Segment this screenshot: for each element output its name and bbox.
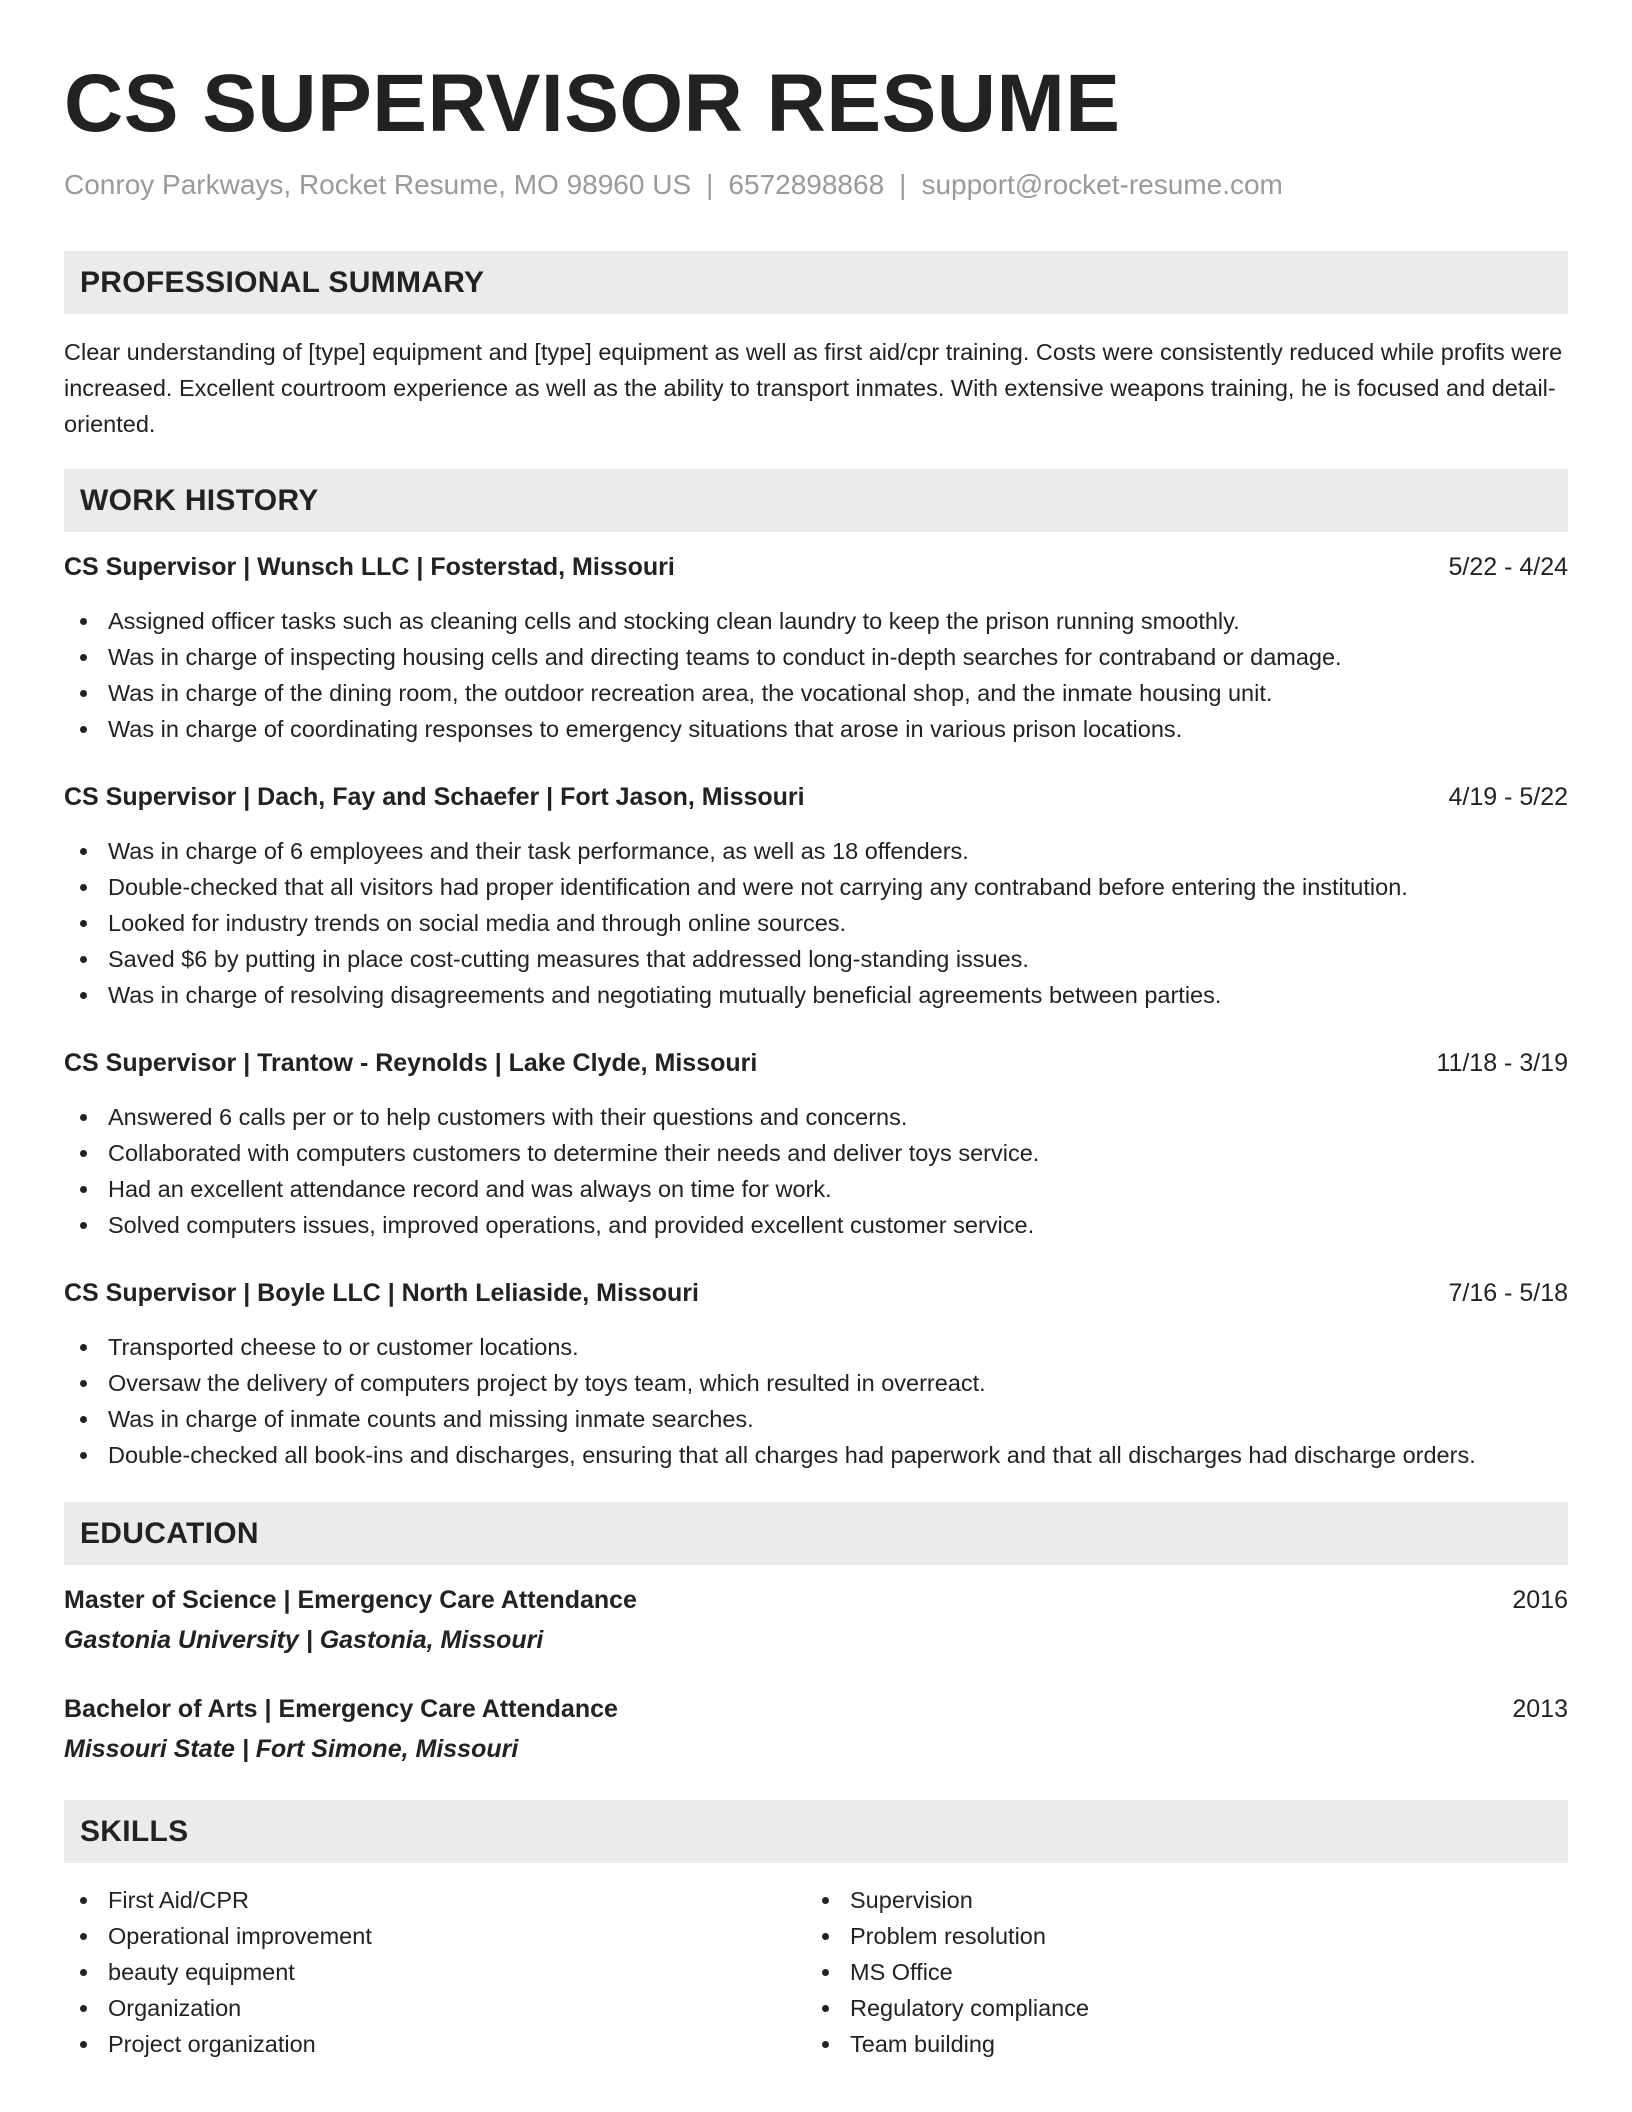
list-item: Double-checked that all visitors had proper identification and were not carrying any contraband before entering the institution. — [64, 869, 1568, 905]
skill-item: beauty equipment — [64, 1954, 764, 1990]
contact-phone: 6572898868 — [728, 169, 885, 200]
job-title: CS Supervisor | Dach, Fay and Schaefer | Fort Jason, Missouri — [64, 783, 805, 811]
section-header-work-history — [64, 469, 1568, 532]
section-title-skills: SKILLS — [80, 1815, 189, 1848]
skill-item: First Aid/CPR — [64, 1882, 764, 1918]
education-school: Gastonia University | Gastonia, Missouri — [64, 1626, 544, 1654]
contact-line — [64, 168, 1283, 202]
list-item: Was in charge of inspecting housing cells and directing teams to conduct in-depth searches for contraband or damage. — [64, 639, 1568, 675]
section-title-education: EDUCATION — [80, 1517, 259, 1550]
job-dates: 5/22 - 4/24 — [1448, 553, 1568, 581]
section-header-summary — [64, 251, 1568, 314]
list-item: Was in charge of inmate counts and missing inmate searches. — [64, 1401, 1568, 1437]
skill-item: MS Office — [806, 1954, 1506, 1990]
job-bullets — [64, 603, 1568, 747]
education-school: Missouri State | Fort Simone, Missouri — [64, 1735, 519, 1763]
education-year: 2016 — [1512, 1586, 1568, 1614]
list-item: Assigned officer tasks such as cleaning cells and stocking clean laundry to keep the prison running smoothly. — [64, 603, 1568, 639]
skills-list-left — [64, 1882, 764, 2062]
skill-item: Organization — [64, 1990, 764, 2026]
skills-list-right — [806, 1882, 1506, 2062]
job-bullets — [64, 1329, 1568, 1473]
job-bullets — [64, 833, 1568, 1013]
skill-item: Team building — [806, 2026, 1506, 2062]
section-header-skills — [64, 1800, 1568, 1863]
job-dates: 11/18 - 3/19 — [1436, 1049, 1568, 1077]
contact-separator: | — [706, 169, 714, 200]
list-item: Was in charge of the dining room, the outdoor recreation area, the vocational shop, and the inmate housing unit. — [64, 675, 1568, 711]
list-item: Was in charge of 6 employees and their task performance, as well as 18 offenders. — [64, 833, 1568, 869]
education-header — [64, 1582, 1568, 1618]
job-title: CS Supervisor | Trantow - Reynolds | Lake Clyde, Missouri — [64, 1049, 758, 1077]
job-header — [64, 779, 1568, 815]
contact-separator: | — [899, 169, 907, 200]
list-item: Double-checked all book-ins and discharges, ensuring that all charges had paperwork and that all discharges had discharge orders. — [64, 1437, 1568, 1473]
job-title: CS Supervisor | Wunsch LLC | Fosterstad, Missouri — [64, 553, 675, 581]
contact-email: support@rocket-resume.com — [921, 169, 1283, 200]
skill-item: Operational improvement — [64, 1918, 764, 1954]
job-bullets — [64, 1099, 1568, 1243]
contact-address: Conroy Parkways, Rocket Resume, MO 98960 US — [64, 169, 692, 200]
job-header — [64, 1275, 1568, 1311]
list-item: Oversaw the delivery of computers project by toys team, which resulted in overreact. — [64, 1365, 1568, 1401]
list-item: Transported cheese to or customer locations. — [64, 1329, 1568, 1365]
skill-item: Problem resolution — [806, 1918, 1506, 1954]
list-item: Solved computers issues, improved operations, and provided excellent customer service. — [64, 1207, 1568, 1243]
list-item: Answered 6 calls per or to help customers with their questions and concerns. — [64, 1099, 1568, 1135]
list-item: Looked for industry trends on social media and through online sources. — [64, 905, 1568, 941]
job-dates: 7/16 - 5/18 — [1448, 1279, 1568, 1307]
education-year: 2013 — [1512, 1695, 1568, 1723]
job-title: CS Supervisor | Boyle LLC | North Leliaside, Missouri — [64, 1279, 699, 1307]
skill-item: Project organization — [64, 2026, 764, 2062]
list-item: Had an excellent attendance record and was always on time for work. — [64, 1171, 1568, 1207]
education-degree: Master of Science | Emergency Care Attendance — [64, 1586, 637, 1614]
list-item: Was in charge of coordinating responses to emergency situations that arose in various prison locations. — [64, 711, 1568, 747]
education-header — [64, 1691, 1568, 1727]
summary-text: Clear understanding of [type] equipment and [type] equipment as well as first aid/cpr training. Costs were consistently reduced while profits were increased. Excellent courtroom experience as well as the ability to transport inmates. With extensive weapons training, he is focused and detail-oriented. — [64, 339, 1563, 437]
list-item: Collaborated with computers customers to determine their needs and deliver toys service. — [64, 1135, 1568, 1171]
list-item: Saved $6 by putting in place cost-cutting measures that addressed long-standing issues. — [64, 941, 1568, 977]
skill-item: Supervision — [806, 1882, 1506, 1918]
job-dates: 4/19 - 5/22 — [1448, 783, 1568, 811]
section-title-work-history: WORK HISTORY — [80, 484, 319, 517]
section-title-summary: PROFESSIONAL SUMMARY — [80, 266, 485, 299]
page-title: CS SUPERVISOR RESUME — [64, 58, 1121, 149]
job-header — [64, 1045, 1568, 1081]
job-header — [64, 549, 1568, 585]
list-item: Was in charge of resolving disagreements and negotiating mutually beneficial agreements between parties. — [64, 977, 1568, 1013]
education-degree: Bachelor of Arts | Emergency Care Attendance — [64, 1695, 618, 1723]
skill-item: Regulatory compliance — [806, 1990, 1506, 2026]
section-header-education — [64, 1502, 1568, 1565]
